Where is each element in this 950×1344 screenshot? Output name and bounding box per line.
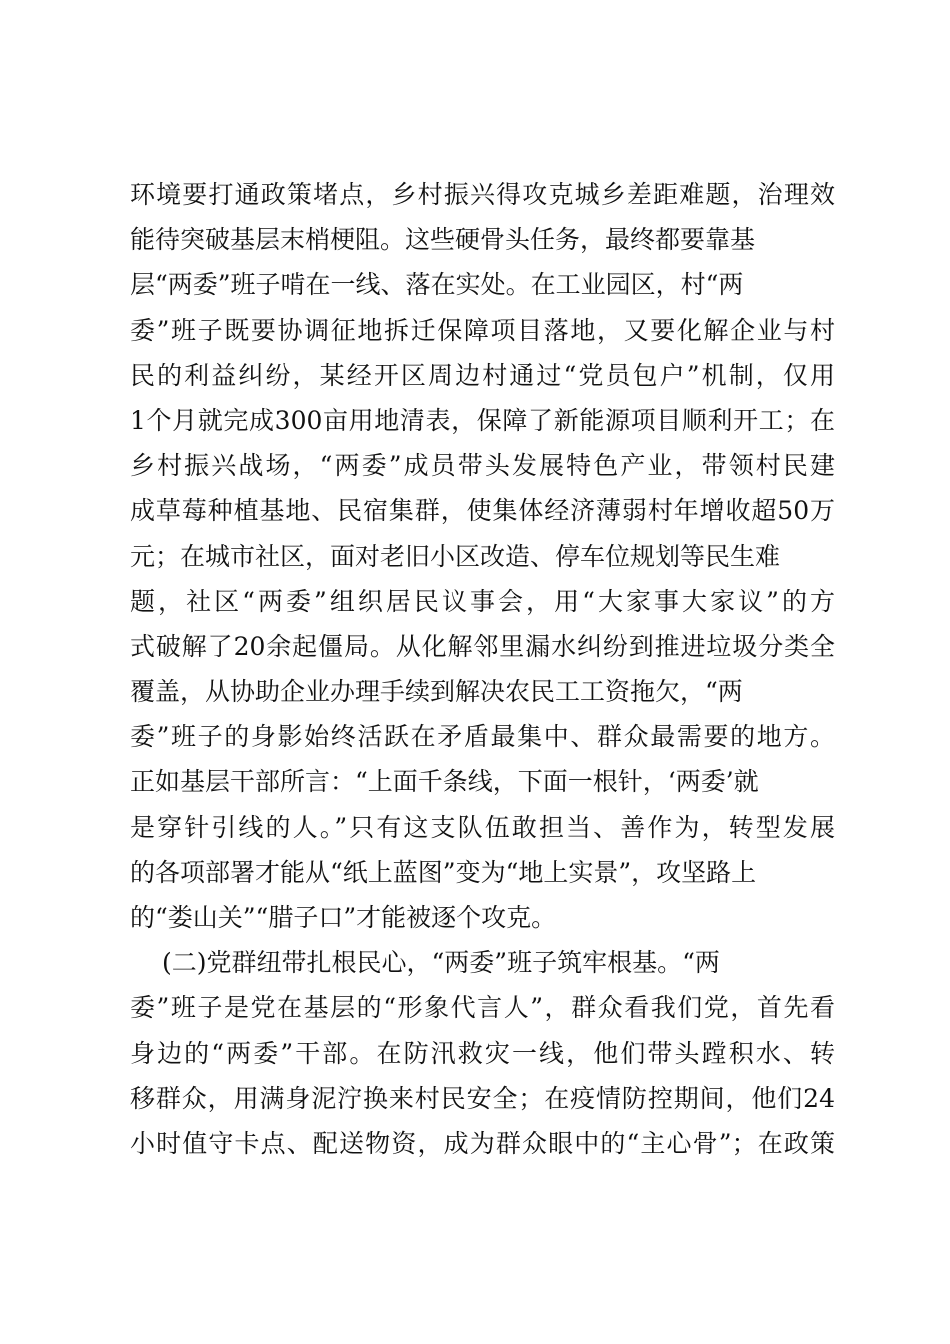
text-line: 小时值守卡点、配送物资，成为群众眼中的“主心骨”；在政策 xyxy=(130,1128,835,1158)
text-line: 委”班子是党在基层的“形象代言人”，群众看我们党，首先看 xyxy=(130,993,835,1023)
text-line: 式破解了20余起僵局。从化解邻里漏水纠纷到推进垃圾分类全 xyxy=(130,631,835,661)
text-line: 能待突破基层末梢梗阻。这些硬骨头任务，最终都要靠基 xyxy=(130,225,756,255)
text-line: 是穿针引线的人。”只有这支队伍敢担当、善作为，转型发展 xyxy=(130,812,835,842)
text-line: 移群众，用满身泥泞换来村民安全；在疫情防控期间，他们24 xyxy=(130,1083,835,1113)
text-line: 正如基层干部所言：“上面千条线，下面一根针，‘两委’就 xyxy=(130,767,759,797)
text-line: 1个月就完成300亩用地清表，保障了新能源项目顺利开工；在 xyxy=(130,405,835,435)
text-line: 民的利益纠纷，某经开区周边村通过“党员包户”机制，仅用 xyxy=(130,360,835,390)
text-line: 的“娄山关”“腊子口”才能被逐个攻克。 xyxy=(130,903,557,932)
section-heading-line: (二)党群纽带扎根民心，“两委”班子筑牢根基。“两 xyxy=(162,948,720,978)
body-text xyxy=(130,172,835,1166)
text-line: 环境要打通政策堵点，乡村振兴得攻克城乡差距难题，治理效 xyxy=(130,180,835,209)
text-line: 题，社区“两委”组织居民议事会，用“大家事大家议”的方 xyxy=(130,586,835,616)
text-line: 委”班子既要协调征地拆迁保障项目落地，又要化解企业与村 xyxy=(130,315,835,345)
text-line: 元；在城市社区，面对老旧小区改造、停车位规划等民生难 xyxy=(130,541,781,571)
text-line: 覆盖，从协助企业办理手续到解决农民工工资拖欠，“两 xyxy=(130,677,743,707)
text-line: 乡村振兴战场，“两委”成员带头发展特色产业，带领村民建 xyxy=(130,451,835,481)
text-line: 身边的“两委”干部。在防汛救灾一线，他们带头蹚积水、转 xyxy=(130,1038,835,1068)
text-line: 层“两委”班子啃在一线、落在实处。在工业园区，村“两 xyxy=(130,270,744,300)
text-line: 委”班子的身影始终活跃在矛盾最集中、群众最需要的地方。 xyxy=(130,722,835,752)
text-line: 成草莓种植基地、民宿集群，使集体经济薄弱村年增收超50万 xyxy=(130,496,835,526)
text-line: 的各项部署才能从“纸上蓝图”变为“地上实景”，攻坚路上 xyxy=(130,857,757,887)
